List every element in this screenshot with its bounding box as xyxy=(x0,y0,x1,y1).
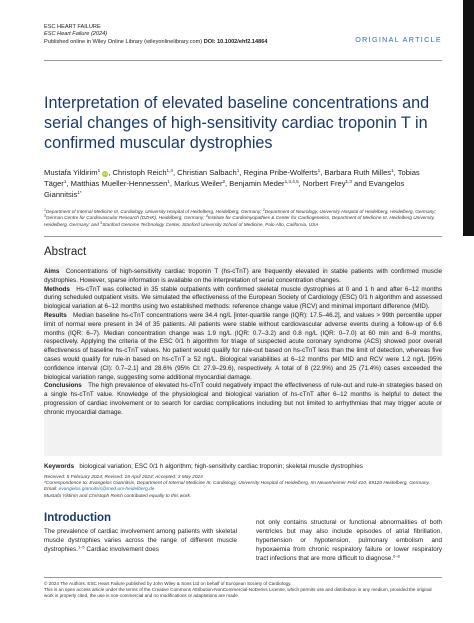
author-affiliation-sup: 1 xyxy=(63,179,67,185)
abstract-section xyxy=(44,312,442,382)
author-name: Evangelos Giannitsis xyxy=(44,179,405,200)
intro-paragraph-left xyxy=(44,528,237,555)
author-name: Matthias Mueller-Hennessen xyxy=(70,179,168,189)
affiliation-sup: 1 xyxy=(44,208,46,212)
correspondence-email[interactable]: evangelos.giannitsis@med.uni-heidelberg.de xyxy=(58,487,155,493)
author-affiliation-sup: 1 xyxy=(97,168,101,173)
author-name: Christoph Reich xyxy=(112,168,167,177)
affiliation-text: Stanford Genome Technology Center, Stanford University School of Medicine, Palo Alto, California, USA xyxy=(102,221,319,227)
equal-contribution-note: Mustafa Yildirim and Christoph Reich contributed equally to this work. xyxy=(44,493,192,499)
footer xyxy=(44,581,442,599)
received-dates: Received: 5 February 2024; Revised: 18 April 2024; Accepted: 3 May 2024 xyxy=(44,475,203,480)
author-affiliation-sup: 1,3 xyxy=(345,179,352,185)
abstract-section-label: Aims xyxy=(44,268,60,275)
article-type-badge: ORIGINAL ARTICLE xyxy=(355,35,442,44)
abstract-section-text: Median baseline hs-cTnT concentrations were 34.4 ng/L [inter-quartile range (IQR): 17.5–46.2], and values > 99th percentile upper limit of normal were present in 34 of 35 patients. All patients were stable without cardiovascular adverse events during a follow-up of 6.6 months (IQR: 6–7). Median concentration change was 1.9 ng/L (IQR: 0.7–3.2) and 0.8 ng/L (IQR: 0–7.0) at 60 min and 6–9 months, respectively. Applying the criteria of the ESC 0/1 h algorithm for triage of suspected acute coronary syndrome (ACS) showed poor overall effectiveness of baseline hs-cTnT values. No patient would qualify for rule-out based on hs-cTnT less than the limit of detection, whereas five cases would qualify for rule-in based on hs-cTnT ≥ 52 ng/L. Biological variabilities at 6–12 months per MID and RCV were 1.2 ng/L [95% confidence interval (CI): 0.7–2.1] and 28.6% (95% CI: 27.9–29.6), respectively. A total of 8 (22.9%) and 25 (71.4%) cases exceeded the biological variation range, suggesting some additional myocardial damage. xyxy=(44,311,442,381)
intro-ref-left[interactable]: 1–5 xyxy=(77,544,85,550)
abstract-section xyxy=(44,268,442,286)
abstract-section-text: The high prevalence of elevated hs-cTnT could negatively impact the effectiveness of rule-out and rule-in strategies based on a single hs-cTnT value. Knowledge of the physiological and biological variation of hs-cTnT after 6–12 months is helpful to detect the progression of cardiac involvement or to search for cardiac complications including but not limited to arrhythmias that may trigger acute or chronic myocardial damage. xyxy=(44,382,442,416)
footer-license: This is an open access article under the terms of the Creative Commons Attribution-NonCommercial-NoDerivs License, which permits use and distribution in any medium, provided the original work is properly cited, the use is non-commercial and no modifications or adaptations are made. xyxy=(44,587,432,598)
author-affiliation-sup: 1,4 xyxy=(166,168,173,173)
abstract-section-text: Hs-cTnT was collected in 35 stable outpatients with confirmed skeletal muscle dystrophies at 0 and 1 h and after 6–12 months during scheduled outpatient visits. We simulated the effectiveness of the European Society of Cardiology (ESC) 0/1 h algorithm and assessed biological variation at 6–12 months using two established methods: reference change value (RCV) and minimal important difference (MID). xyxy=(44,285,442,311)
author-name: Benjamin Meder xyxy=(229,179,285,189)
intro-column-left xyxy=(44,512,237,555)
intro-paragraph-right xyxy=(256,519,442,564)
author-affiliation-sup: 1,3,4,5 xyxy=(284,179,299,185)
article-title: Interpretation of elevated baseline concentrations and serial changes of high-sensitivity cardiac troponin T in confirmed muscular dystrophies xyxy=(44,94,430,152)
affiliation-text: Institute for Cardiomyopathies & Center for Cardiogenetics, Department of Medicine III, Heidelberg University, Heidelberg, Germany; and xyxy=(44,215,435,227)
doi[interactable]: DOI: 10.1002/ehf2.14864 xyxy=(203,38,268,45)
correspondence-text: *Correspondence to: Evangelos Giannitsis, Department of Internal Medicine III, Cardiology, University Hospital of Heidelberg, Im Neuenheimer Feld 410, 69120 Heidelberg, Germany. Email: xyxy=(44,481,430,493)
introduction-heading: Introduction xyxy=(44,512,112,524)
footer-copyright: © 2024 The Authors. ESC Heart Failure published by John Wiley & Sons Ltd on behalf of European Society of Cardiology. xyxy=(44,581,292,586)
abstract-section-label: Conclusions xyxy=(44,382,82,390)
affiliation-sup: 2 xyxy=(262,208,265,212)
intro-text-left: The prevalence of cardiac involvement among patients with skeletal muscle dystrophies varies across the range of different muscle dystrophies. xyxy=(44,528,237,553)
footer-rule xyxy=(44,577,442,578)
published-prefix: Published online in Wiley Online Library (wileyonlinelibrary.com) xyxy=(44,38,203,45)
author-name: Markus Weiler xyxy=(174,179,223,189)
intro-ref-right[interactable]: 6–8 xyxy=(393,553,400,559)
abstract-section xyxy=(44,286,442,312)
intro-tail-left: Cardiac involvement does xyxy=(84,545,159,553)
header-rule xyxy=(44,60,442,61)
author-name: Barbara Ruth Milles xyxy=(324,168,392,177)
author-name: Norbert Frey xyxy=(302,179,346,189)
author-affiliation-sup: 1 xyxy=(236,168,240,173)
correspondence xyxy=(44,481,442,493)
keywords xyxy=(44,463,442,471)
intro-column-right xyxy=(256,519,442,564)
affiliation-sup: 4 xyxy=(205,214,208,219)
author-affiliation-sup: 2 xyxy=(222,179,226,185)
abstract-section-label: Methods xyxy=(44,285,70,293)
article-dates xyxy=(44,475,442,500)
journal-year: ESC Heart Failure (2024) xyxy=(44,31,108,38)
author-affiliation-sup: 1* xyxy=(77,190,82,196)
intro-text-right: not only contains structural or functional abnormalities of both ventricles but may also include episodes of atrial fibrillation, hypertension or hypotension, pulmonary embolism and hypoxaemia from chronic respiratory failure or lower respiratory tract infections that are more difficult to diagnose. xyxy=(256,519,442,562)
keywords-label: Keywords xyxy=(44,463,75,470)
author-affiliation-sup: 1 xyxy=(317,168,321,173)
abstract-section-label: Results xyxy=(44,311,67,319)
abstract-section-text: Concentrations of high-sensitivity cardiac troponin T (hs-cTnT) are frequently elevated in stable patients with confirmed muscle dystrophies. However, sparse information is available on the interpretation of serial concentration changes. xyxy=(44,268,442,284)
author-affiliation-sup: 1 xyxy=(391,168,394,173)
abstract-body xyxy=(44,268,442,418)
keywords-text: biological variation; ESC 0/1 h algorithm; high-sensitivity cardiac troponin; skeletal muscle dystrophies xyxy=(79,463,363,470)
journal-short-name: ESC HEART FAILURE xyxy=(44,24,101,30)
author-name: Tobias Täger xyxy=(44,168,420,189)
affiliation-sup: 5 xyxy=(100,220,103,225)
page-edge-bar xyxy=(463,0,474,236)
abstract-heading: Abstract xyxy=(44,246,87,258)
affiliation-text: German Centre for Cardiovascular Research (DZHK), Heidelberg, Germany; xyxy=(45,215,206,221)
affiliation-rule xyxy=(44,236,442,237)
published-line xyxy=(44,39,267,46)
affiliation-sup: 3 xyxy=(44,214,46,219)
orcid-icon[interactable]: iD xyxy=(103,171,108,176)
abstract-section xyxy=(44,382,442,417)
affiliations xyxy=(44,209,444,228)
affiliation-text: Department of Neurology, University Hospital of Heidelberg, Heidelberg, Germany; xyxy=(264,209,436,214)
author-name: Mustafa Yildirim xyxy=(44,168,98,177)
author-affiliation-sup: 1 xyxy=(167,179,170,185)
journal-header xyxy=(44,24,267,46)
affiliation-text: Department of Internal Medicine III, Cardiology, University Hospital of Heidelberg, Heidelberg, Germany; xyxy=(45,209,263,214)
author-list: Mustafa Yildirim$^1$ iD, Christoph Reich$^{1,4}$, Christian Salbach$^1$, Regina Pribe-Wolferts$^1$, Barbara Ruth Milles$^1$, Tobias Täger$^1$, Matthias Mueller-Hennessen$^1$, Markus Weiler$^2$, Benjamin Meder$^{1,3,4,5}$, Norbert Frey$^{1,3}$ and Evangelos Giannitsis$^{1*}$ xyxy=(44,168,420,200)
author-name: Regina Pribe-Wolferts xyxy=(243,168,318,177)
author-name: Christian Salbach xyxy=(177,168,237,177)
